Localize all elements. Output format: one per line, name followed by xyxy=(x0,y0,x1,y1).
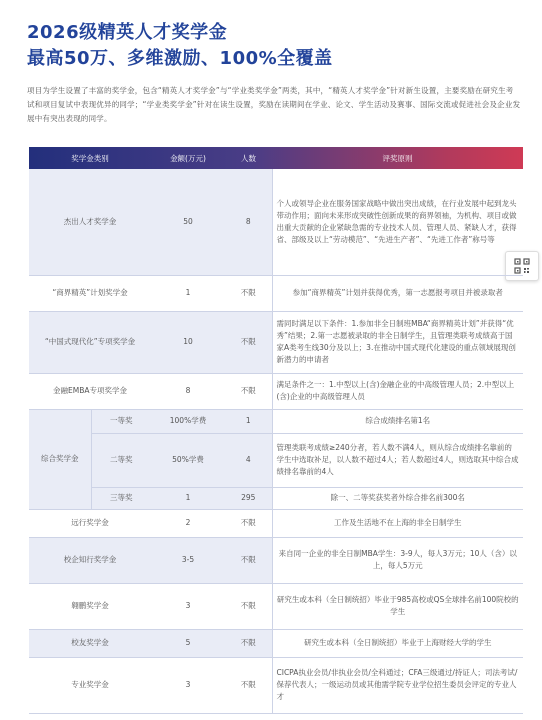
row-criteria: 综合成绩排名第1名 xyxy=(272,409,523,433)
page-subtitle: 最高50万、多维激励、100%全覆盖 xyxy=(27,48,333,69)
row-count: 不限 xyxy=(225,373,272,409)
row-amount: 50 xyxy=(151,169,225,275)
table-header-row xyxy=(29,147,523,169)
row-criteria: CICPA执业会员/非执业会员/全科通过；CFA三级通过/持证人；司法考试/保荐代表人；一级运动员或其他需学院专业学位招生委员会评定的专业人才 xyxy=(272,657,523,713)
row-amount: 1 xyxy=(151,487,225,509)
row-amount: 2 xyxy=(151,509,225,537)
row-criteria: 来自同一企业的非全日制MBA学生：3-9人，每人3万元；10人（含）以上，每人5万元 xyxy=(272,537,523,583)
row-criteria: 研究生或本科（全日制统招）毕业于上海财经大学的学生 xyxy=(272,629,523,657)
row-name: 校友奖学金 xyxy=(29,629,151,657)
row-amount: 1 xyxy=(151,275,225,311)
row-amount: 50%学费 xyxy=(151,433,225,487)
row-count: 不限 xyxy=(225,629,272,657)
table-row xyxy=(29,629,523,657)
row-criteria: 管理类联考成绩≥240分者，若人数不满4人，则从综合成绩排名靠前的学生中选取补足，以人数不超过4人；若人数超过4人，则选取其中综合成绩排名靠前的4人 xyxy=(272,433,523,487)
scholarship-table xyxy=(29,147,523,714)
sub-level: 二等奖 xyxy=(91,433,151,487)
row-amount: 100%学费 xyxy=(151,409,225,433)
table-row xyxy=(29,583,523,629)
row-count: 不限 xyxy=(225,583,272,629)
row-criteria: 研究生或本科（全日制统招）毕业于985高校或QS全球排名前100院校的学生 xyxy=(272,583,523,629)
intro-paragraph: 项目为学生设置了丰富的奖学金，包含“精英人才奖学金”与“学业类奖学金”两类，其中，“精英人才奖学金”针对新生设置，主要奖励在研究生考试和项目复试中表现优异的同学；“学业类奖学金”针对在读生设置，奖励在读期间在学业、论文、学生活动及赛事、国际交流或促进社会及企业发展中有突出表现的同学。 xyxy=(27,86,521,123)
header-amount: 金额(万元) xyxy=(170,153,206,163)
row-name: 远行奖学金 xyxy=(29,509,151,537)
header-count: 人数 xyxy=(241,153,256,163)
page-title: 2026级精英人才奖学金 xyxy=(27,22,228,43)
row-count: 不限 xyxy=(225,509,272,537)
row-criteria: 参加“商界精英”计划并获得优秀，第一志愿报考项目并被录取者 xyxy=(272,275,523,311)
sub-level: 三等奖 xyxy=(91,487,151,509)
row-criteria: 除一、二等奖获奖者外综合排名前300名 xyxy=(272,487,523,509)
table-row xyxy=(29,311,523,373)
row-name: 金融EMBA专项奖学金 xyxy=(29,373,151,409)
row-amount: 3-5 xyxy=(151,537,225,583)
row-count: 1 xyxy=(225,409,272,433)
table-row xyxy=(29,487,523,509)
row-criteria: 工作及生活地不在上海的非全日制学生 xyxy=(272,509,523,537)
row-amount: 5 xyxy=(151,629,225,657)
table-row xyxy=(29,169,523,275)
row-count: 不限 xyxy=(225,275,272,311)
row-criteria: 需同时满足以下条件：1.参加非全日制班MBA“商界精英计划”并获得“优秀”结果；2.第一志愿被录取的非全日制学生，且管理类联考成绩高于国家A类考生线30分及以上；3.在推动中国式现代化建设的重点领域展现创新潜力的申请者 xyxy=(272,311,523,373)
row-count: 不限 xyxy=(225,537,272,583)
row-name: “商界精英”计划奖学金 xyxy=(29,275,151,311)
row-name: 翱鹏奖学金 xyxy=(29,583,151,629)
row-amount: 3 xyxy=(151,583,225,629)
row-name: “中国式现代化”专项奖学金 xyxy=(29,311,151,373)
table-row xyxy=(29,509,523,537)
row-criteria: 满足条件之一：1.中型以上(含)金融企业的中高级管理人员；2.中型以上(含)企业的中高级管理人员 xyxy=(272,373,523,409)
table-row xyxy=(29,537,523,583)
row-count: 不限 xyxy=(225,657,272,713)
sub-level: 一等奖 xyxy=(91,409,151,433)
row-count: 8 xyxy=(225,169,272,275)
row-name: 专业奖学金 xyxy=(29,657,151,713)
row-amount: 3 xyxy=(151,657,225,713)
table-row xyxy=(29,657,523,713)
row-name: 综合奖学金 xyxy=(29,409,91,509)
table-row xyxy=(29,409,523,433)
row-amount: 10 xyxy=(151,311,225,373)
header-criteria: 评奖原则 xyxy=(382,153,413,163)
row-count: 4 xyxy=(225,433,272,487)
table-row xyxy=(29,433,523,487)
row-criteria: 个人或领导企业在服务国家战略中做出突出成绩，在行业发展中起到龙头带动作用；面向未来形成突破性创新成果的商界领袖，为机构、项目或做出重大贡献的企业紧缺急需的专业技术人员、管理人员、紧缺人才，获得省、部级及以上“劳动模范”、“先进生产者”、“先进工作者”称号等 xyxy=(272,169,523,275)
row-count: 295 xyxy=(225,487,272,509)
row-amount: 8 xyxy=(151,373,225,409)
row-name: 校企知行奖学金 xyxy=(29,537,151,583)
header-category: 奖学金类别 xyxy=(71,153,109,163)
table-row xyxy=(29,373,523,409)
row-count: 不限 xyxy=(225,311,272,373)
table-row xyxy=(29,275,523,311)
row-name: 杰出人才奖学金 xyxy=(29,169,151,275)
